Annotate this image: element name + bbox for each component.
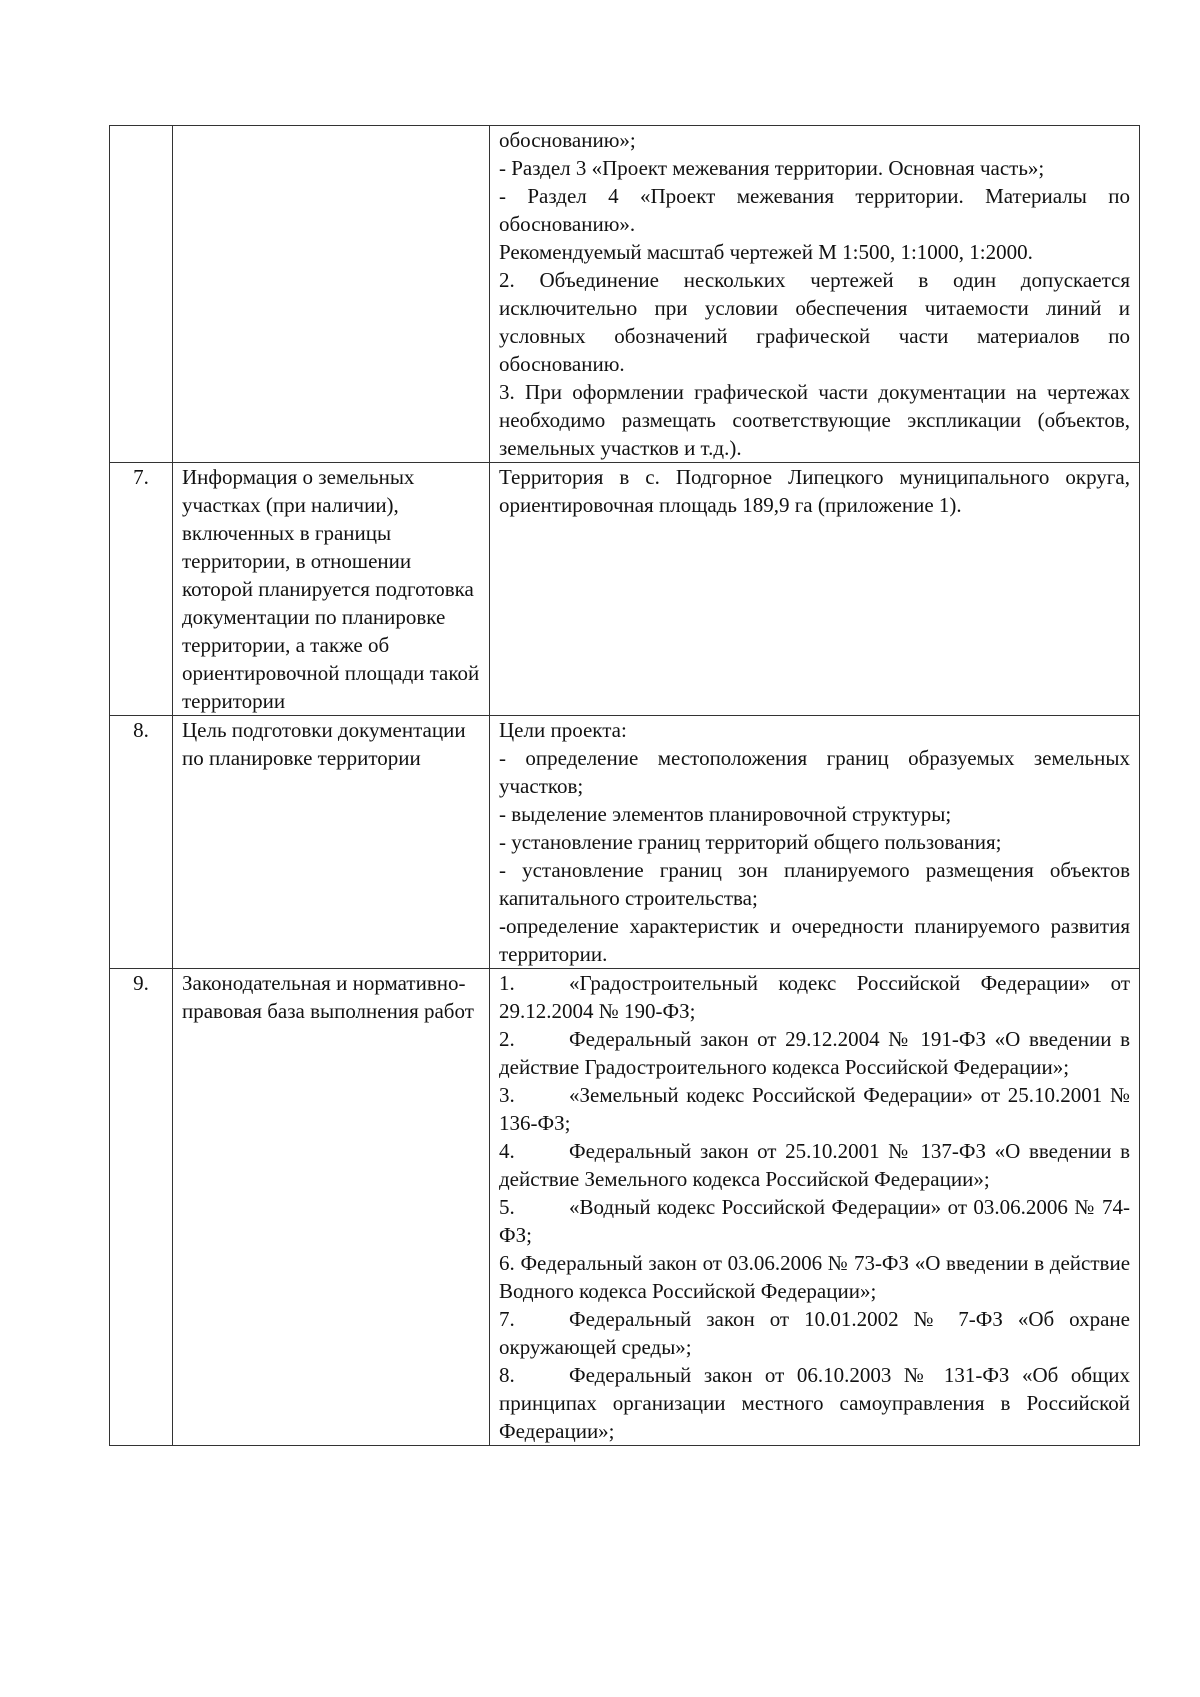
row-number: 8. — [110, 716, 173, 969]
content-paragraph: 3. При оформлении графической части документации на чертежах необходимо размещать соответствующие экспликации (объектов, земельных участков и т.д.). — [499, 380, 1130, 460]
content-paragraph: -определение характеристик и очередности планируемого развития территории. — [499, 914, 1130, 966]
law-item-number: 2. — [499, 1027, 515, 1051]
content-paragraph: - Раздел 3 «Проект межевания территории. Основная часть»; — [499, 156, 1045, 180]
law-item-number: 8. — [499, 1363, 515, 1387]
row-number: 7. — [110, 463, 173, 716]
row-number: 9. — [110, 969, 173, 1446]
content-paragraph: Рекомендуемый масштаб чертежей М 1:500, 1:1000, 1:2000. — [499, 240, 1033, 264]
law-list-item — [499, 1025, 1130, 1081]
law-item-text: «Водный кодекс Российской Федерации» от 03.06.2006 № 74-ФЗ; — [499, 1195, 1130, 1247]
row-content — [490, 463, 1140, 716]
row-content — [490, 716, 1140, 969]
law-item-number: 7. — [499, 1307, 515, 1331]
law-item-text: Федеральный закон от 10.01.2002 № 7-ФЗ «Об охране окружающей среды»; — [499, 1307, 1130, 1359]
law-item-number: 3. — [499, 1083, 515, 1107]
table-row-continuation — [110, 126, 1140, 463]
row-parameter-name: Законодательная и нормативно-правовая база выполнения работ — [173, 969, 490, 1446]
table-row-9 — [110, 969, 1140, 1446]
row-parameter-name — [173, 126, 490, 463]
content-paragraph: 2. Объединение нескольких чертежей в один допускается исключительно при условии обеспечения читаемости линий и условных обозначений графической части материалов по обоснованию. — [499, 268, 1130, 376]
content-paragraph: - выделение элементов планировочной структуры; — [499, 802, 952, 826]
law-list-item — [499, 1305, 1130, 1361]
law-list-item — [499, 1249, 1130, 1305]
requirements-table — [109, 125, 1140, 1446]
law-item-text: Федеральный закон от 06.10.2003 № 131-ФЗ «Об общих принципах организации местного самоуправления в Российской Федерации»; — [499, 1363, 1130, 1443]
content-paragraph: - установление границ территорий общего пользования; — [499, 830, 1002, 854]
law-list-item — [499, 1361, 1130, 1445]
row-parameter-name: Цель подготовки документации по планировке территории — [173, 716, 490, 969]
table-row-8 — [110, 716, 1140, 969]
content-paragraph: - установление границ зон планируемого размещения объектов капитального строительства; — [499, 858, 1130, 910]
law-item-text: «Градостроительный кодекс Российской Федерации» от 29.12.2004 № 190-ФЗ; — [499, 971, 1130, 1023]
law-item-number: 6. — [499, 1251, 515, 1275]
law-list-item — [499, 1081, 1130, 1137]
content-paragraph: обоснованию»; — [499, 128, 636, 152]
law-item-text: Федеральный закон от 03.06.2006 № 73-ФЗ «О введении в действие Водного кодекса Российской Федерации»; — [499, 1251, 1131, 1303]
law-item-text: Федеральный закон от 25.10.2001 № 137-ФЗ «О введении в действие Земельного кодекса Российской Федерации»; — [499, 1139, 1130, 1191]
law-item-number: 5. — [499, 1195, 515, 1219]
row-number — [110, 126, 173, 463]
content-paragraph: Цели проекта: — [499, 718, 627, 742]
law-list-item — [499, 1137, 1130, 1193]
table-row-7 — [110, 463, 1140, 716]
content-paragraph: Территория в с. Подгорное Липецкого муниципального округа, ориентировочная площадь 189,9 га (приложение 1). — [499, 465, 1130, 517]
content-paragraph: - определение местоположения границ образуемых земельных участков; — [499, 746, 1130, 798]
law-list-item — [499, 1193, 1130, 1249]
content-paragraph: - Раздел 4 «Проект межевания территории. Материалы по обоснованию». — [499, 184, 1130, 236]
law-item-number: 1. — [499, 971, 515, 995]
row-parameter-name: Информация о земельных участках (при наличии), включенных в границы территории, в отношении которой планируется подготовка документации по планировке территории, а также об ориентировочной площади такой территории — [173, 463, 490, 716]
law-item-text: «Земельный кодекс Российской Федерации» от 25.10.2001 № 136-ФЗ; — [499, 1083, 1130, 1135]
law-item-text: Федеральный закон от 29.12.2004 № 191-ФЗ «О введении в действие Градостроительного кодекса Российской Федерации»; — [499, 1027, 1130, 1079]
row-content — [490, 126, 1140, 463]
law-item-number: 4. — [499, 1139, 515, 1163]
law-list-item — [499, 969, 1130, 1025]
row-content — [490, 969, 1140, 1446]
